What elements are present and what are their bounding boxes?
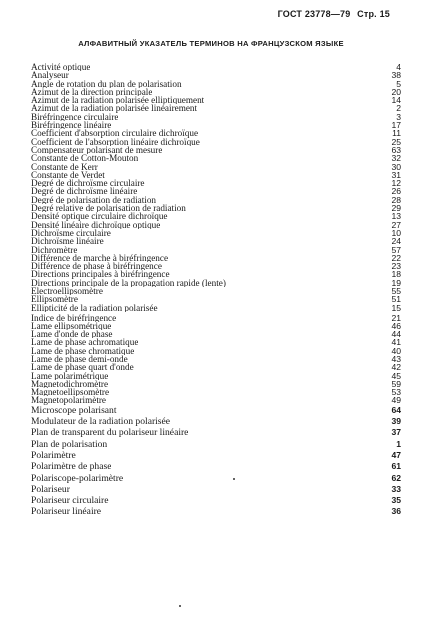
term-number: 28 [391, 194, 401, 205]
term-name: Degré de dichroïsme linéaire [31, 187, 138, 196]
term-name: Angle de rotation du plan de polarisation [31, 79, 182, 88]
term-name: Plan de transparent du polariseur linéaire [31, 427, 189, 439]
term-name: Magnetoellipsomètre [31, 388, 110, 397]
term-row [31, 121, 401, 129]
term-number: 63 [391, 144, 401, 155]
term-number: 61 [391, 461, 401, 472]
term-name: Densité optique circulaire dichroïque [31, 212, 168, 221]
term-name: Lame de phase demi-onde [31, 354, 128, 364]
term-row [31, 347, 401, 355]
term-name: Ellipticité de la radiation polarisée [31, 303, 158, 312]
term-name: Dichromètre [31, 245, 78, 254]
term-row [31, 439, 401, 450]
term-number: 64 [391, 404, 401, 415]
term-number: 25 [391, 136, 401, 147]
term-row [31, 330, 401, 338]
term-number: 13 [391, 211, 401, 222]
term-row [31, 405, 401, 416]
term-name: Electroellipsomètre [31, 287, 103, 296]
term-number: 59 [391, 378, 401, 389]
term-row [31, 196, 401, 204]
term-name: Dichroïsme circulaire [31, 228, 111, 238]
term-row [31, 154, 401, 162]
term-name: Lame ellipsométrique [31, 321, 112, 331]
term-number: 17 [391, 120, 401, 131]
term-number: 21 [391, 312, 401, 323]
term-row [31, 229, 401, 237]
term-row [31, 473, 401, 484]
term-name: Azimut de la direction principale [31, 87, 153, 97]
term-number: 47 [391, 449, 401, 460]
term-name: Coefficient d'absorption circulaire dichroïque [31, 129, 199, 138]
term-number: 5 [396, 78, 401, 89]
term-name: Degré de dichroïsme circulaire [31, 179, 145, 188]
term-row [31, 388, 401, 396]
term-name: Polariseur circulaire [31, 495, 109, 507]
standard-number: ГОСТ 23778—79 [277, 9, 351, 19]
term-number: 32 [391, 153, 401, 164]
term-row [31, 96, 401, 104]
term-number: 44 [391, 329, 401, 340]
term-number: 18 [391, 269, 401, 280]
term-number: 15 [391, 302, 401, 313]
term-name: Directions principale de la propagation rapide (lente) [31, 278, 226, 288]
term-name: Lame de phase achromatique [31, 338, 139, 347]
term-row [31, 363, 401, 371]
term-number: 22 [391, 252, 401, 263]
term-row [31, 88, 401, 96]
term-name: Ellipsomètre [31, 295, 78, 304]
term-number: 30 [391, 161, 401, 172]
term-number: 4 [396, 62, 401, 72]
term-name: Directions principales à biréfringence [31, 270, 170, 279]
term-row [31, 113, 401, 121]
term-name: Plan de polarisation [31, 438, 108, 450]
term-name: Microscope polarisant [31, 404, 117, 416]
term-row [31, 314, 401, 322]
term-number: 20 [391, 86, 401, 97]
term-name: Magnetodichromètre [31, 379, 109, 389]
page-title: АЛФАВИТНЫЙ УКАЗАТЕЛЬ ТЕРМИНОВ НА ФРАНЦУЗСКОМ ЯЗЫКЕ [78, 39, 344, 48]
term-name: Différence de phase à biréfringence [31, 262, 162, 271]
term-row [31, 416, 401, 427]
term-number: 23 [391, 261, 401, 272]
term-name: Indice de biréfringence [31, 313, 117, 322]
term-name: Constante de Kerr [31, 162, 98, 171]
term-row [31, 322, 401, 330]
term-name: Modulateur de la radiation polarisée [31, 416, 171, 428]
term-number: 24 [391, 236, 401, 247]
term-name: Degré de polarisation de radiation [31, 195, 157, 205]
term-number: 55 [391, 286, 401, 297]
term-name: Dichroïsme linéaire [31, 237, 104, 246]
term-row [31, 129, 401, 137]
term-number: 31 [391, 169, 401, 180]
term-name: Polariseur linéaire [31, 506, 102, 518]
term-number: 39 [391, 416, 401, 427]
term-row [31, 138, 401, 146]
term-number: 42 [391, 362, 401, 373]
term-number: 19 [391, 277, 401, 288]
term-row [31, 71, 401, 79]
term-number: 3 [396, 111, 401, 122]
term-number: 12 [391, 178, 401, 189]
term-name: Biréfringence circulaire [31, 112, 119, 122]
term-number: 36 [391, 506, 401, 517]
term-name: Analyseur [31, 71, 69, 80]
term-index-list [31, 63, 401, 518]
term-row [31, 63, 401, 71]
term-name: Différence de marche à biréfringence [31, 253, 169, 263]
term-number: 43 [391, 353, 401, 364]
term-row [31, 396, 401, 404]
term-number: 57 [391, 244, 401, 255]
term-row [31, 163, 401, 171]
term-row [31, 506, 401, 517]
term-row [31, 246, 401, 254]
term-name: Compensateur polarisant de mesure [31, 145, 163, 155]
term-row [31, 355, 401, 363]
term-row [31, 80, 401, 88]
term-number: 49 [391, 395, 401, 406]
term-name: Polarimètre de phase [31, 461, 112, 473]
term-number: 53 [391, 387, 401, 398]
term-row [31, 171, 401, 179]
term-row [31, 380, 401, 388]
term-row [31, 212, 401, 220]
term-row [31, 221, 401, 229]
term-name: Azimut de la radiation polarisée linéairement [31, 104, 198, 113]
term-row [31, 104, 401, 112]
term-number: 41 [391, 337, 401, 348]
term-name: Constante de Cotton-Mouton [31, 154, 139, 163]
term-name: Constante de Verdet [31, 170, 105, 180]
term-name: Degré relative de polarisation de radiation [31, 204, 186, 213]
term-row [31, 254, 401, 262]
term-number: 62 [391, 472, 401, 483]
term-name: Lame de phase chromatique [31, 346, 135, 355]
term-name: Activité optique [31, 63, 91, 72]
page-header [274, 9, 390, 19]
term-number: 14 [391, 95, 401, 106]
term-number: 2 [396, 103, 401, 114]
term-number: 35 [391, 495, 401, 506]
term-row [31, 187, 401, 195]
term-number: 26 [391, 186, 401, 197]
stray-dot [233, 478, 235, 480]
term-number: 37 [391, 427, 401, 438]
term-row [31, 484, 401, 495]
term-name: Biréfringence linéaire [31, 121, 112, 130]
term-number: 33 [391, 483, 401, 494]
term-number: 29 [391, 203, 401, 214]
term-number: 45 [391, 370, 401, 381]
term-row [31, 427, 401, 438]
term-name: Polariscope-polarimètre [31, 472, 124, 484]
term-row [31, 279, 401, 287]
term-row [31, 304, 401, 312]
term-number: 10 [391, 227, 401, 238]
term-name: Azimut de la radiation polarisée elliptiquement [31, 96, 205, 105]
term-row [31, 262, 401, 270]
term-name: Polariseur [31, 483, 70, 495]
term-row [31, 295, 401, 303]
term-row [31, 146, 401, 154]
term-name: Lame de phase quart d'onde [31, 363, 134, 372]
term-name: Coefficient de l'absorption linéaire dichroïque [31, 137, 200, 146]
term-row [31, 450, 401, 461]
term-row [31, 338, 401, 346]
term-number: 1 [396, 438, 401, 449]
term-row [31, 372, 401, 380]
term-row [31, 204, 401, 212]
term-name: Polarimètre [31, 449, 76, 461]
term-row [31, 270, 401, 278]
stray-dot [179, 605, 181, 607]
term-name: Densité linéaire dichroïque optique [31, 220, 161, 229]
term-name: Lame polarimétrique [31, 371, 109, 380]
term-row [31, 461, 401, 472]
page-number: Стр. 15 [357, 9, 390, 19]
term-row [31, 495, 401, 506]
term-number: 38 [391, 70, 401, 81]
term-row [31, 237, 401, 245]
term-number: 11 [392, 128, 401, 139]
term-number: 51 [391, 294, 401, 305]
term-row [31, 179, 401, 187]
term-name: Magnetopolarimètre [31, 396, 107, 405]
term-number: 46 [391, 320, 401, 331]
term-number: 27 [391, 219, 401, 230]
term-row [31, 287, 401, 295]
term-name: Lame d'onde de phase [31, 330, 113, 339]
term-number: 40 [391, 345, 401, 356]
